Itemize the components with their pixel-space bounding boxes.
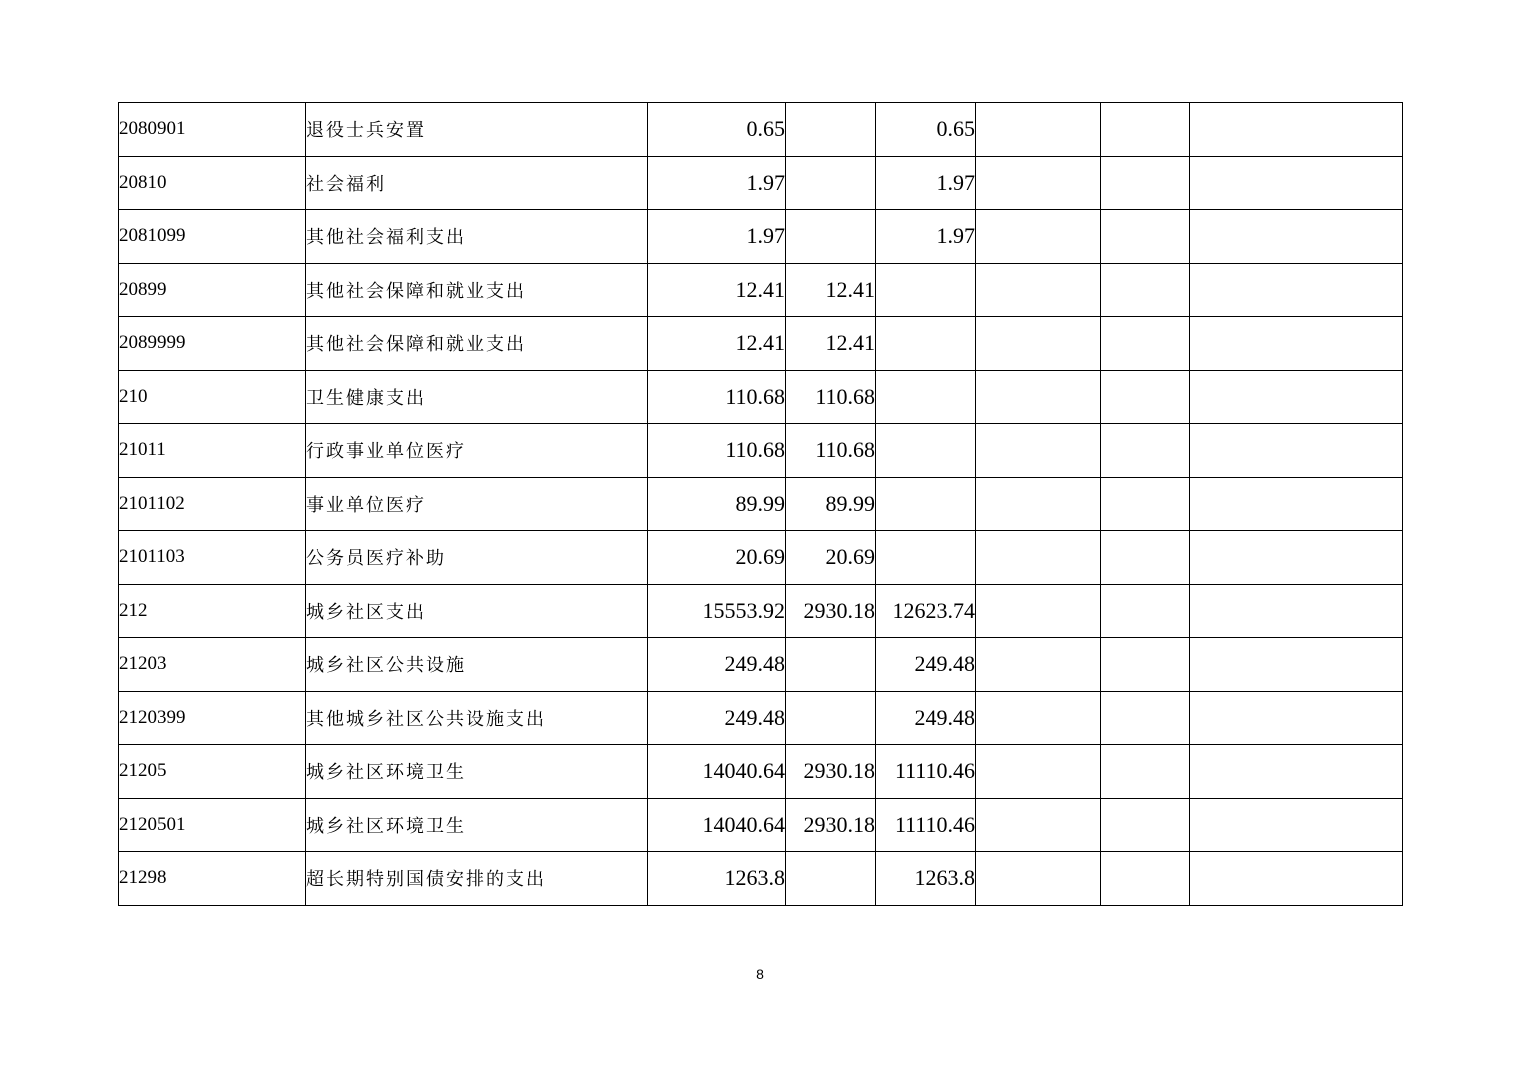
cell-code: 21298 [119,852,306,906]
cell-total: 14040.64 [648,745,786,799]
table-row [119,531,1403,585]
table-body [119,103,1403,906]
cell-code: 2081099 [119,210,306,264]
cell-empty [1190,424,1403,478]
cell-empty [976,691,1101,745]
cell-empty [1101,745,1190,799]
cell-empty [1190,584,1403,638]
cell-name: 城乡社区支出 [306,584,648,638]
cell-code: 21011 [119,424,306,478]
cell-total: 1.97 [648,156,786,210]
cell-project-expenditure: 12623.74 [876,584,976,638]
cell-empty [976,745,1101,799]
cell-project-expenditure: 11110.46 [876,798,976,852]
cell-project-expenditure [876,531,976,585]
cell-empty [976,263,1101,317]
cell-empty [976,424,1101,478]
cell-total: 110.68 [648,424,786,478]
budget-table [118,102,1403,906]
cell-basic-expenditure [786,852,876,906]
table-row [119,317,1403,371]
cell-name: 社会福利 [306,156,648,210]
cell-project-expenditure: 1263.8 [876,852,976,906]
cell-basic-expenditure: 20.69 [786,531,876,585]
cell-basic-expenditure: 2930.18 [786,798,876,852]
cell-empty [976,210,1101,264]
cell-project-expenditure: 1.97 [876,210,976,264]
cell-empty [976,156,1101,210]
cell-name: 行政事业单位医疗 [306,424,648,478]
cell-basic-expenditure [786,638,876,692]
cell-empty [1190,317,1403,371]
cell-project-expenditure: 249.48 [876,691,976,745]
cell-total: 1263.8 [648,852,786,906]
cell-empty [1190,745,1403,799]
cell-total: 12.41 [648,317,786,371]
cell-empty [1190,370,1403,424]
cell-name: 其他社会福利支出 [306,210,648,264]
cell-project-expenditure: 11110.46 [876,745,976,799]
cell-empty [1101,424,1190,478]
cell-project-expenditure [876,263,976,317]
table-row [119,424,1403,478]
cell-empty [1101,156,1190,210]
table-row [119,370,1403,424]
cell-empty [1101,370,1190,424]
cell-code: 2101103 [119,531,306,585]
table-row [119,584,1403,638]
cell-name: 其他社会保障和就业支出 [306,263,648,317]
cell-empty [1101,263,1190,317]
cell-total: 0.65 [648,103,786,157]
cell-name: 公务员医疗补助 [306,531,648,585]
cell-project-expenditure [876,477,976,531]
cell-empty [1101,103,1190,157]
cell-basic-expenditure: 110.68 [786,424,876,478]
cell-empty [1101,852,1190,906]
cell-empty [976,477,1101,531]
cell-name: 城乡社区环境卫生 [306,798,648,852]
table-row [119,638,1403,692]
cell-code: 2120399 [119,691,306,745]
cell-basic-expenditure: 12.41 [786,317,876,371]
cell-project-expenditure: 0.65 [876,103,976,157]
cell-empty [1190,798,1403,852]
cell-name: 其他城乡社区公共设施支出 [306,691,648,745]
cell-project-expenditure [876,317,976,371]
cell-total: 14040.64 [648,798,786,852]
cell-empty [976,370,1101,424]
cell-name: 事业单位医疗 [306,477,648,531]
table-row [119,798,1403,852]
cell-empty [976,638,1101,692]
cell-empty [1101,210,1190,264]
table-row [119,852,1403,906]
cell-empty [1190,691,1403,745]
table-row [119,477,1403,531]
cell-total: 1.97 [648,210,786,264]
cell-empty [1190,156,1403,210]
cell-empty [1190,263,1403,317]
cell-basic-expenditure [786,691,876,745]
cell-name: 城乡社区环境卫生 [306,745,648,799]
page-number: 8 [756,966,764,982]
cell-total: 249.48 [648,691,786,745]
table-row [119,691,1403,745]
cell-code: 20899 [119,263,306,317]
cell-code: 2120501 [119,798,306,852]
cell-code: 2080901 [119,103,306,157]
cell-code: 21203 [119,638,306,692]
cell-name: 城乡社区公共设施 [306,638,648,692]
table-row [119,156,1403,210]
cell-empty [1101,477,1190,531]
cell-name: 退役士兵安置 [306,103,648,157]
cell-basic-expenditure [786,103,876,157]
cell-empty [1190,477,1403,531]
cell-code: 2089999 [119,317,306,371]
cell-basic-expenditure [786,210,876,264]
cell-code: 21205 [119,745,306,799]
cell-empty [1101,317,1190,371]
cell-empty [1190,638,1403,692]
table-row [119,103,1403,157]
cell-empty [976,103,1101,157]
table-row [119,745,1403,799]
cell-empty [1101,691,1190,745]
cell-total: 15553.92 [648,584,786,638]
cell-basic-expenditure: 2930.18 [786,584,876,638]
cell-empty [1101,798,1190,852]
cell-basic-expenditure: 110.68 [786,370,876,424]
cell-total: 12.41 [648,263,786,317]
cell-project-expenditure [876,424,976,478]
cell-name: 卫生健康支出 [306,370,648,424]
cell-total: 89.99 [648,477,786,531]
cell-empty [976,798,1101,852]
cell-name: 超长期特别国债安排的支出 [306,852,648,906]
cell-project-expenditure: 249.48 [876,638,976,692]
cell-basic-expenditure [786,156,876,210]
table-row [119,263,1403,317]
cell-code: 212 [119,584,306,638]
cell-empty [1190,210,1403,264]
cell-basic-expenditure: 12.41 [786,263,876,317]
cell-empty [1101,584,1190,638]
cell-empty [1190,103,1403,157]
cell-empty [976,584,1101,638]
cell-code: 210 [119,370,306,424]
cell-basic-expenditure: 89.99 [786,477,876,531]
cell-total: 20.69 [648,531,786,585]
cell-basic-expenditure: 2930.18 [786,745,876,799]
cell-total: 249.48 [648,638,786,692]
cell-project-expenditure [876,370,976,424]
cell-project-expenditure: 1.97 [876,156,976,210]
cell-name: 其他社会保障和就业支出 [306,317,648,371]
cell-empty [976,317,1101,371]
cell-empty [1101,638,1190,692]
cell-empty [976,531,1101,585]
cell-empty [1101,531,1190,585]
cell-empty [1190,852,1403,906]
cell-empty [1190,531,1403,585]
table-row [119,210,1403,264]
cell-code: 2101102 [119,477,306,531]
cell-total: 110.68 [648,370,786,424]
cell-empty [976,852,1101,906]
cell-code: 20810 [119,156,306,210]
